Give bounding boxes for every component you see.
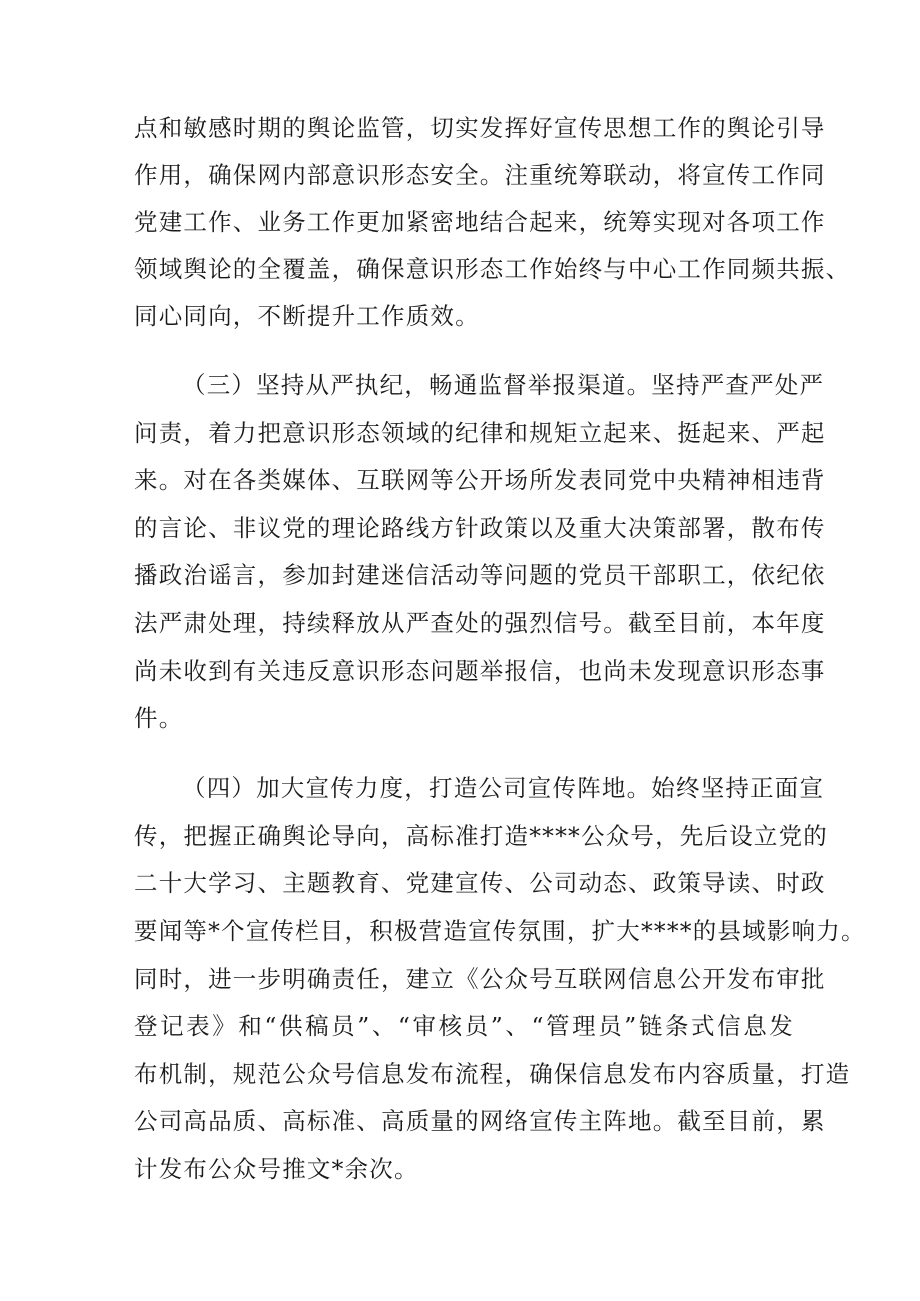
text-line: 法严肃处理，持续释放从严查处的强烈信号。截至目前，本年度	[134, 609, 826, 637]
text-line: 传，把握正确舆论导向，高标准打造****公众号，先后设立党的	[134, 822, 828, 850]
text-line: 的言论、非议党的理论路线方针政策以及重大决策部署，散布传	[134, 514, 826, 542]
text-line: 问责，着力把意识形态领域的纪律和规矩立起来、挺起来、严起	[134, 419, 826, 447]
text-line: （三）坚持从严执纪，畅通监督举报渠道。坚持严查严处严	[182, 371, 825, 399]
text-line: 公司高品质、高标准、高质量的网络宣传主阵地。截至目前，累	[134, 1107, 826, 1135]
text-line: 计发布公众号推文*余次。	[134, 1155, 419, 1183]
text-line: 点和敏感时期的舆论监管，切实发挥好宣传思想工作的舆论引导	[134, 114, 826, 142]
text-line: 同时，进一步明确责任，建立《公众号互联网信息公开发布审批	[134, 965, 826, 993]
text-line: （四）加大宣传力度，打造公司宣传阵地。始终坚持正面宣	[182, 774, 825, 802]
text-line: 二十大学习、主题教育、党建宣传、公司动态、政策导读、时政	[134, 869, 826, 897]
text-line: 党建工作、业务工作更加紧密地结合起来，统筹实现对各项工作	[134, 208, 826, 236]
text-line: 要闻等*个宣传栏目，积极营造宣传氛围，扩大****的县域影响力。	[134, 917, 866, 945]
text-line: 作用，确保网内部意识形态安全。注重统筹联动，将宣传工作同	[134, 161, 826, 189]
text-line: 播政治谣言，参加封建迷信活动等问题的党员干部职工，依纪依	[134, 561, 826, 589]
text-line: 领域舆论的全覆盖，确保意识形态工作始终与中心工作同频共振、	[134, 255, 851, 283]
text-line: 同心同向，不断提升工作质效。	[134, 302, 480, 330]
text-line: 件。	[134, 704, 184, 732]
text-line: 布机制，规范公众号信息发布流程，确保信息发布内容质量，打造	[134, 1060, 851, 1088]
text-line: 登记表》和“供稿员”、“审核员”、“管理员”链条式信息发	[134, 1012, 794, 1040]
text-line: 来。对在各类媒体、互联网等公开场所发表同党中央精神相违背	[134, 466, 826, 494]
text-line: 尚未收到有关违反意识形态问题举报信，也尚未发现意识形态事	[134, 657, 826, 685]
